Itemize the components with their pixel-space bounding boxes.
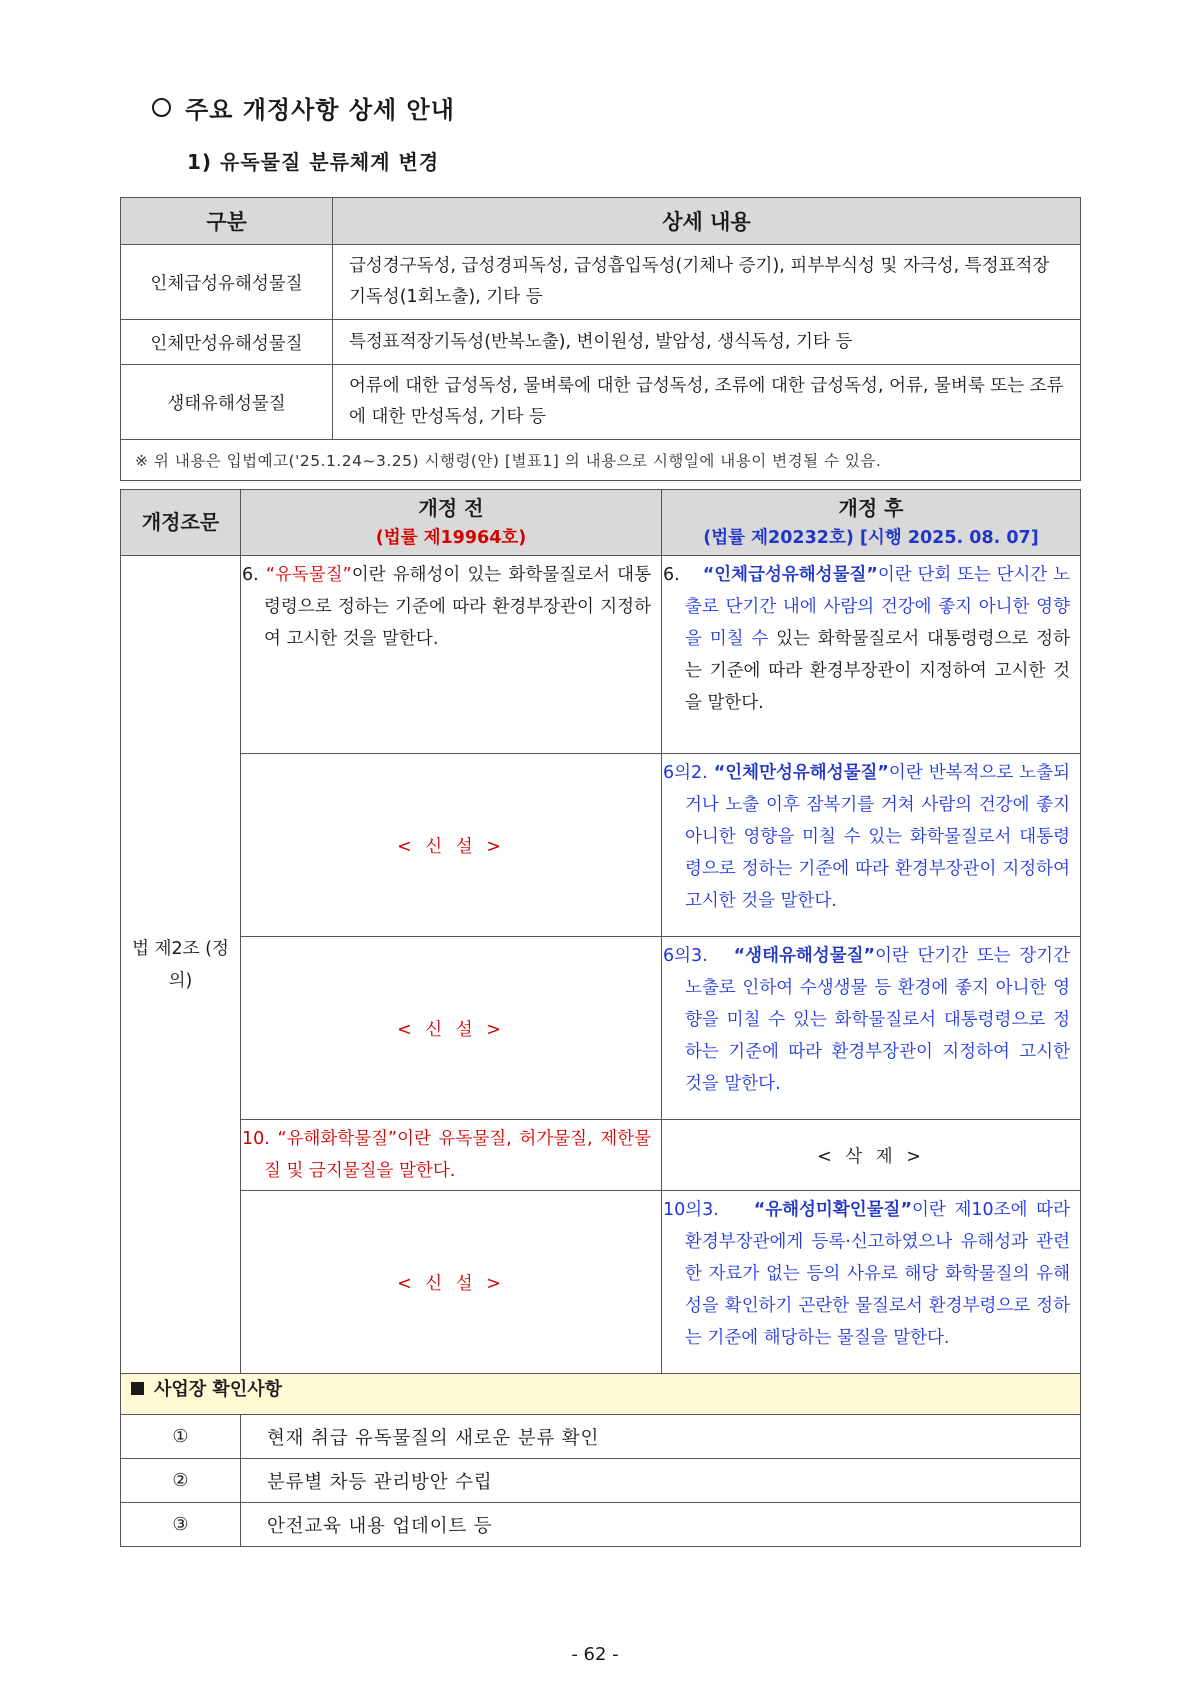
checklist-header [121,1374,1081,1415]
after-cell [662,937,1081,1120]
checklist-row [121,1503,1081,1547]
before-clause [242,557,660,657]
new-mark: < 신 설 > [397,1019,505,1040]
checklist-row [121,1459,1081,1503]
clause-term: “생태유해성물질” [733,946,876,966]
clause-number: 6의3. [663,946,708,966]
after-cell [662,754,1081,937]
clause-text: 이란 제10조에 따라 환경부장관에게 등록·신고하였으나 유해성과 관련한 자료가 없는 등의 사유로 해당 화학물질의 유해성을 확인하기 곤란한 물질로서 환경부령으로 정하는 기준에 해당하는 물질을 말한다. [685,1200,1070,1348]
new-mark: < 신 설 > [397,836,505,857]
before-cell [241,1191,662,1374]
table-row [121,937,1081,1120]
before-clause: 10. “유해화학물질”이란 유독물질, 허가물질, 제한물질 및 금지물질을 말한다. [242,1129,651,1181]
detail-cell: 급성경구독성, 급성경피독성, 급성흡입독성(기체나 증기), 피부부식성 및 자극성, 특정표적장기독성(1회노출), 기타 등 [333,245,1081,320]
checklist-mark: ② [121,1459,241,1503]
checklist-text: 현재 취급 유독물질의 새로운 분류 확인 [241,1415,1081,1459]
clause-term: “인체만성유해성물질” [713,763,889,783]
article-cell: 법 제2조 (정의) [121,556,241,1374]
after-clause [663,557,1079,721]
section-heading-text: 주요 개정사항 상세 안내 [185,96,455,124]
detail-cell: 특정표적장기독성(반복노출), 변이원성, 발암성, 생식독성, 기타 등 [333,320,1081,365]
before-cell [241,937,662,1120]
table-row [121,754,1081,937]
square-bullet-icon [131,1382,144,1395]
header-before [241,490,662,556]
clause-text: 이란 단기간 또는 장기간 노출로 인하여 수생생물 등 환경에 좋지 아니한 영향을 미칠 수 있는 화학물질로서 대통령령으로 정하는 기준에 따라 환경부장관이 지정하여 고시한 것을 말한다. [685,946,1070,1094]
clause-number: 10의3. [663,1200,719,1220]
after-cell [662,1120,1081,1191]
page-number: - 62 - [571,1644,619,1665]
checklist-title: 사업장 확인사항 [154,1379,282,1400]
before-cell [241,556,662,754]
checklist-mark: ③ [121,1503,241,1547]
section-heading [152,90,455,125]
detail-cell: 어류에 대한 급성독성, 물벼룩에 대한 급성독성, 조류에 대한 급성독성, 어류, 물벼룩 또는 조류에 대한 만성독성, 기타 등 [333,365,1081,440]
header-after-label: 개정 후 [838,496,904,520]
after-cell [662,1191,1081,1374]
table-row [121,556,1081,754]
amendment-table [120,489,1081,1547]
after-cell [662,556,1081,754]
header-before-label: 개정 전 [418,496,484,520]
classification-table [120,197,1081,481]
clause-number: 6. [663,565,680,585]
before-cell [241,1120,662,1191]
header-after [662,490,1081,556]
header-detail: 상세 내용 [333,198,1081,245]
clause-term: “인체급성유해성물질” [702,565,878,585]
header-before-law: (법률 제19964호) [375,528,527,548]
clause-text: 이란 반복적으로 노출되거나 노출 이후 잠복기를 거쳐 사람의 건강에 좋지 아니한 영향을 미칠 수 있는 화학물질로서 대통령령으로 정하는 기준에 따라 환경부장관이 지정하여 고시한 것을 말한다. [685,763,1070,911]
table-row [121,245,1081,320]
checklist-text: 안전교육 내용 업데이트 등 [241,1503,1081,1547]
clause-number: 6의2. [663,763,708,783]
table-row [121,320,1081,365]
after-clause [663,1192,1079,1356]
after-clause [663,938,1079,1102]
circle-bullet-icon [152,98,171,117]
header-category: 구분 [121,198,333,245]
new-mark: < 신 설 > [397,1273,505,1294]
header-article: 개정조문 [121,490,241,556]
checklist-text: 분류별 차등 관리방안 수립 [241,1459,1081,1503]
checklist-row [121,1415,1081,1459]
clause-text: 이란 단회 또는 단시간 노출로 단기간 내에 사람의 건강에 좋지 아니한 영향을 미칠 수 [685,565,1070,649]
before-cell [241,754,662,937]
subsection-heading: 1) 유독물질 분류체계 변경 [187,150,440,174]
clause-term: “유해성미확인물질” [753,1200,912,1220]
category-cell: 인체급성유해성물질 [121,245,333,320]
table-row [121,1120,1081,1191]
delete-mark: < 삭 제 > [817,1146,925,1167]
after-clause [663,755,1079,919]
table-note: ※ 위 내용은 입법예고('25.1.24~3.25) 시행령(안) [별표1] 의 내용으로 시행일에 내용이 변경될 수 있음. [121,440,1081,481]
clause-number: 6. [242,565,259,585]
clause-term: “유독물질” [265,565,352,585]
table-row [121,365,1081,440]
table-row [121,1191,1081,1374]
clause-text: 이란 유해성이 있는 화학물질로서 대통령령으로 정하는 기준에 따라 환경부장관이 지정하여 고시한 것을 말한다. [264,565,651,649]
category-cell: 인체만성유해성물질 [121,320,333,365]
category-cell: 생태유해성물질 [121,365,333,440]
header-after-law: (법률 제20232호) [시행 2025. 08. 07] [703,528,1039,548]
clause-text-continued: 있는 화학물질로서 대통령령으로 정하는 기준에 따라 환경부장관이 지정하여 고시한 것을 말한다. [685,629,1070,713]
checklist-mark: ① [121,1415,241,1459]
